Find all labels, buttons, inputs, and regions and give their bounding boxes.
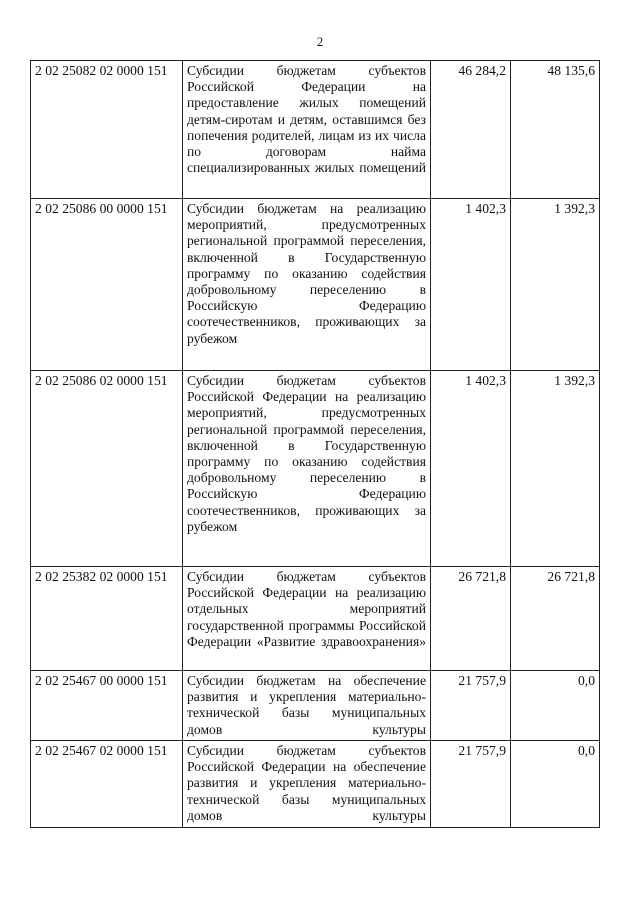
value-1-cell: 1 402,3 xyxy=(431,199,511,371)
budget-code-cell: 2 02 25082 02 0000 151 xyxy=(31,61,183,199)
budget-code-cell: 2 02 25086 02 0000 151 xyxy=(31,371,183,567)
table-row xyxy=(31,741,600,828)
page-number: 2 xyxy=(316,34,324,49)
value-1-cell: 26 721,8 xyxy=(431,567,511,671)
budget-code-cell: 2 02 25467 00 0000 151 xyxy=(31,671,183,741)
description-cell: Субсидии бюджетам субъектов Российской Федерации на обеспечение развития и укрепления материально-технической базы муниципальных домов культуры xyxy=(183,741,431,828)
value-2-cell: 1 392,3 xyxy=(511,371,600,567)
budget-code-cell: 2 02 25382 02 0000 151 xyxy=(31,567,183,671)
table-row xyxy=(31,371,600,567)
value-2-cell: 26 721,8 xyxy=(511,567,600,671)
value-2-cell: 0,0 xyxy=(511,671,600,741)
description-cell: Субсидии бюджетам субъектов Российской Федерации на реализацию отдельных мероприятий государственной программы Российской Федерации «Развитие здравоохранения» xyxy=(183,567,431,671)
description-cell: Субсидии бюджетам на реализацию мероприятий, предусмотренных региональной программой переселения, включенной в Государственную программу по оказанию содействия добровольному переселению в Российскую Федерацию соотечественников, проживающих за рубежом xyxy=(183,199,431,371)
value-1-cell: 46 284,2 xyxy=(431,61,511,199)
table-row xyxy=(31,199,600,371)
value-1-cell: 21 757,9 xyxy=(431,671,511,741)
budget-code-cell: 2 02 25086 00 0000 151 xyxy=(31,199,183,371)
value-2-cell: 0,0 xyxy=(511,741,600,828)
table-row xyxy=(31,567,600,671)
value-2-cell: 1 392,3 xyxy=(511,199,600,371)
budget-table xyxy=(30,60,600,828)
value-2-cell: 48 135,6 xyxy=(511,61,600,199)
description-cell: Субсидии бюджетам на обеспечение развития и укрепления материально-технической базы муниципальных домов культуры xyxy=(183,671,431,741)
value-1-cell: 21 757,9 xyxy=(431,741,511,828)
description-cell: Субсидии бюджетам субъектов Российской Федерации на предоставление жилых помещений детям-сиротам и детям, оставшимся без попечения родителей, лицам из их числа по договорам найма специализированных жилых помещений xyxy=(183,61,431,199)
table-row xyxy=(31,671,600,741)
budget-code-cell: 2 02 25467 02 0000 151 xyxy=(31,741,183,828)
table-row xyxy=(31,61,600,199)
value-1-cell: 1 402,3 xyxy=(431,371,511,567)
description-cell: Субсидии бюджетам субъектов Российской Федерации на реализацию мероприятий, предусмотренных региональной программой переселения, включенной в Государственную программу по оказанию содействия добровольному переселению в Российскую Федерацию соотечественников, проживающих за рубежом xyxy=(183,371,431,567)
